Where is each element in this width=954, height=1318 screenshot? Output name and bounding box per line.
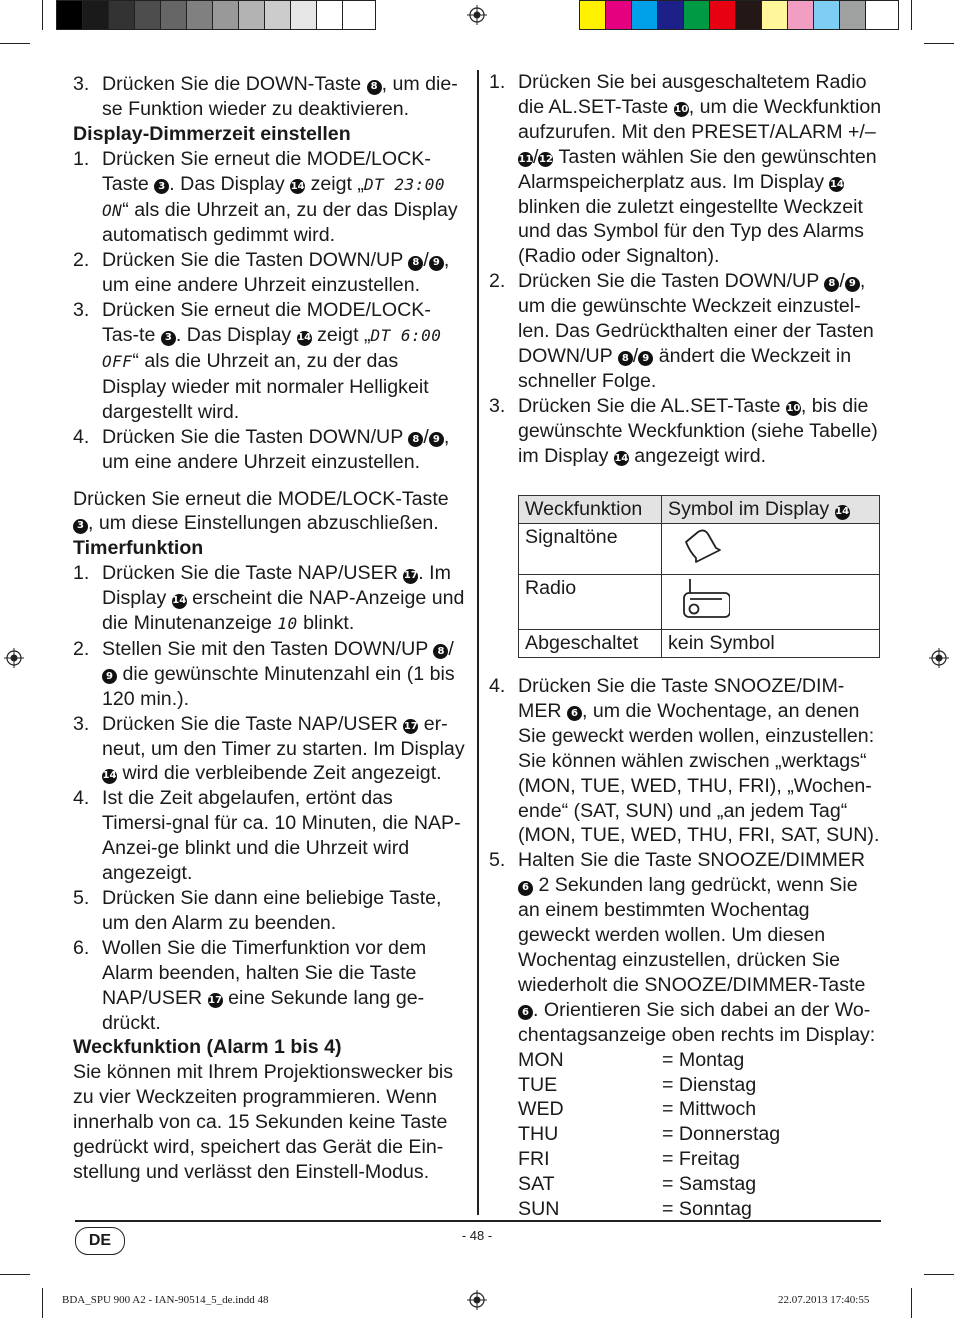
section-heading: Timerfunktion bbox=[73, 537, 204, 560]
weekday-name: = Freitag bbox=[662, 1148, 740, 1171]
weekday-name: = Sonntag bbox=[662, 1198, 752, 1221]
list-item: 1. Drücken Sie die Taste NAP/USER 17. Im Display 14 erscheint die NAP-Anzeige und die Minutenanzeige 10 blinkt. bbox=[73, 562, 465, 635]
list-item: 3. Drücken Sie die AL.SET-Taste 10, bis die gewünschte Weckfunktion (siehe Tabelle) im Display 14 angezeigt wird. bbox=[489, 394, 878, 467]
weekday-abbr: SAT bbox=[518, 1173, 555, 1196]
callout-number: 6 bbox=[518, 881, 533, 896]
process-color-bar bbox=[579, 0, 899, 30]
weekday-abbr: MON bbox=[518, 1048, 564, 1071]
callout-number: 8 bbox=[408, 432, 423, 447]
list-item: 1. Drücken Sie erneut die MODE/LOCK-Taste 3 . Das Display 14 zeigt „DT 23:00 ON“ als die Uhrzeit an, zu der das Display automatisch gedimmt wird. bbox=[73, 147, 458, 247]
crop-mark bbox=[911, 1288, 912, 1318]
callout-number: 9 bbox=[429, 256, 444, 271]
weekday-name: = Samstag bbox=[662, 1173, 757, 1196]
callout-number: 8 bbox=[367, 80, 382, 95]
callout-number: 8 bbox=[618, 351, 633, 366]
color-swatch bbox=[213, 1, 239, 29]
print-date: 22.07.2013 17:40:55 bbox=[778, 1294, 870, 1306]
table-header-cell: Weckfunktion bbox=[519, 496, 662, 524]
callout-number: 3 bbox=[154, 179, 169, 194]
weekday-name: = Donnerstag bbox=[662, 1123, 781, 1146]
crop-mark bbox=[924, 1274, 954, 1275]
list-item: 4. Drücken Sie die Tasten DOWN/UP 8 / 9 , um eine andere Uhrzeit einzustellen. bbox=[73, 425, 450, 473]
color-swatch bbox=[580, 1, 606, 29]
registration-mark-icon bbox=[467, 1290, 487, 1310]
color-swatch bbox=[632, 1, 658, 29]
table-header-row bbox=[519, 496, 880, 524]
color-swatch bbox=[710, 1, 736, 29]
callout-number: 8 bbox=[433, 644, 448, 659]
callout-number: 17 bbox=[403, 719, 418, 734]
callout-number: 9 bbox=[845, 277, 860, 292]
list-item: 5. Drücken Sie dann eine beliebige Taste, um den Alarm zu beenden. bbox=[73, 887, 442, 934]
color-swatch bbox=[187, 1, 213, 29]
callout-number: 14 bbox=[172, 594, 187, 609]
crop-mark bbox=[0, 1274, 30, 1275]
list-item: 3. Drücken Sie die DOWN-Taste 8 , um die-se Funktion wieder zu deaktivieren. bbox=[73, 73, 458, 120]
bell-icon bbox=[680, 526, 724, 566]
color-swatch bbox=[57, 1, 83, 29]
table-cell: Abgeschaltet bbox=[519, 630, 662, 658]
weekday-abbr: WED bbox=[518, 1098, 564, 1121]
callout-number: 14 bbox=[297, 331, 312, 346]
section-heading: Weckfunktion (Alarm 1 bis 4) bbox=[73, 1036, 342, 1059]
color-swatch bbox=[606, 1, 632, 29]
list-item: 2. Stellen Sie mit den Tasten DOWN/UP 8 /9 die gewünschte Minutenzahl ein (1 bis 120 min.). bbox=[73, 637, 455, 710]
crop-mark bbox=[0, 43, 30, 44]
callout-number: 8 bbox=[824, 277, 839, 292]
table-row bbox=[519, 524, 880, 575]
weekday-abbr: SUN bbox=[518, 1198, 560, 1221]
right-column-continued bbox=[489, 674, 883, 1222]
list-item: 2. Drücken Sie die Tasten DOWN/UP 8 / 9 , um die gewünschte Weckzeit einzustel-len. Das Gedrückthalten einer der Tasten DOWN/UP 8 / 9 ändert die Weckzeit in schneller Folge. bbox=[489, 270, 874, 392]
weekday-name: = Dienstag bbox=[662, 1073, 757, 1096]
table-cell bbox=[662, 575, 880, 630]
crop-mark bbox=[42, 0, 43, 30]
callout-number: 14 bbox=[290, 179, 305, 194]
list-item: 3. Drücken Sie die Taste NAP/USER 17 er-neut, um den Timer zu starten. Im Display 14 wird die verbleibende Zeit angezeigt. bbox=[73, 712, 465, 785]
callout-number: 10 bbox=[786, 401, 801, 416]
callout-number: 14 bbox=[829, 177, 844, 192]
callout-number: 17 bbox=[403, 569, 418, 584]
color-swatch bbox=[265, 1, 291, 29]
table-cell: kein Symbol bbox=[662, 630, 880, 658]
callout-number: 3 bbox=[73, 519, 88, 534]
weekday-name: = Mittwoch bbox=[662, 1098, 757, 1121]
color-swatch bbox=[161, 1, 187, 29]
radio-icon bbox=[676, 577, 730, 621]
weekday-abbr: TUE bbox=[518, 1073, 558, 1096]
table-header-cell: Symbol im Display 14 bbox=[662, 496, 880, 524]
registration-mark-icon bbox=[4, 648, 24, 668]
table-cell: Signaltöne bbox=[519, 524, 662, 575]
paragraph: Drücken Sie erneut die MODE/LOCK-Taste 3 , um diese Einstellungen abzuschließen. bbox=[73, 487, 449, 535]
callout-number: 14 bbox=[835, 505, 850, 520]
color-swatch bbox=[658, 1, 684, 29]
registration-mark-icon bbox=[929, 648, 949, 668]
callout-number: 3 bbox=[161, 331, 176, 346]
list-item: 6. Wollen Sie die Timerfunktion vor dem Alarm beenden, halten Sie die Taste NAP/USER 17 eine Sekunde lang ge-drückt. bbox=[73, 936, 427, 1034]
table-row bbox=[519, 630, 880, 658]
color-swatch bbox=[684, 1, 710, 29]
table-cell: Radio bbox=[519, 575, 662, 630]
lcd-text: DT 6:00 OFF bbox=[102, 326, 442, 371]
grayscale-color-bar bbox=[56, 0, 376, 30]
color-swatch bbox=[317, 1, 343, 29]
language-badge: DE bbox=[75, 1227, 125, 1255]
list-item: 3. Drücken Sie erneut die MODE/LOCK-Tas-te 3 . Das Display 14 zeigt „DT 6:00 OFF“ als die Uhrzeit an, zu der das Display wieder mit normaler Helligkeit dargestellt wird. bbox=[73, 299, 442, 423]
callout-number: 9 bbox=[102, 669, 117, 684]
alarm-function-table bbox=[518, 495, 880, 658]
table-row bbox=[519, 575, 880, 630]
color-swatch bbox=[291, 1, 317, 29]
weekday-abbr: THU bbox=[518, 1123, 559, 1146]
table-cell bbox=[662, 524, 880, 575]
callout-number: 9 bbox=[638, 351, 653, 366]
crop-mark bbox=[911, 0, 912, 30]
callout-number: 10 bbox=[674, 102, 689, 117]
callout-number: 6 bbox=[567, 706, 582, 721]
registration-mark-icon bbox=[467, 5, 487, 25]
callout-number: 14 bbox=[102, 769, 117, 784]
list-item: 4. Ist die Zeit abgelaufen, ertönt das Timersi-gnal für ca. 10 Minuten, die NAP-Anzei-ge blinkt und die Uhrzeit wird angezeigt. bbox=[73, 787, 461, 885]
callout-number: 9 bbox=[429, 432, 444, 447]
callout-number: 17 bbox=[208, 993, 223, 1008]
callout-number: 6 bbox=[518, 1005, 533, 1020]
callout-number: 12 bbox=[538, 152, 553, 167]
paragraph: Sie können mit Ihrem Projektionswecker bis zu vier Weckzeiten programmieren. Wenn innerhalb von ca. 15 Sekunden keine Taste gedrückt wird, speichert das Gerät die Ein-stellung und verlässt den Einstell-Modus. bbox=[73, 1061, 454, 1183]
color-swatch bbox=[736, 1, 762, 29]
weekday-list bbox=[489, 1048, 883, 1222]
color-swatch bbox=[239, 1, 265, 29]
left-column bbox=[73, 72, 467, 1185]
file-info: BDA_SPU 900 A2 - IAN-90514_5_de.indd 48 bbox=[62, 1294, 269, 1306]
weekday-name: = Montag bbox=[662, 1048, 745, 1071]
color-swatch bbox=[840, 1, 866, 29]
section-heading: Display-Dimmerzeit einstellen bbox=[73, 122, 351, 145]
color-swatch bbox=[762, 1, 788, 29]
column-divider bbox=[477, 70, 479, 1215]
color-swatch bbox=[814, 1, 840, 29]
page-number: - 48 - bbox=[461, 1228, 493, 1243]
color-swatch bbox=[109, 1, 135, 29]
list-item: 2. Drücken Sie die Tasten DOWN/UP 8 / 9 , um eine andere Uhrzeit einzustellen. bbox=[73, 249, 450, 297]
callout-number: 14 bbox=[614, 451, 629, 466]
weekday-abbr: FRI bbox=[518, 1148, 550, 1171]
color-swatch bbox=[83, 1, 109, 29]
color-swatch bbox=[135, 1, 161, 29]
list-item: 4. Drücken Sie die Taste SNOOZE/DIM-MER 6 , um die Wochentage, an denen Sie geweckt werden wollen, einzustellen: Sie können wählen zwischen „werktags“ (MON, TUE, WED, THU, FRI), „Wochen-ende“ (SAT, SUN) und „an jedem Tag“ (MON, TUE, WED, THU, FRI, SAT, SUN). bbox=[489, 675, 880, 847]
callout-number: 11 bbox=[518, 152, 533, 167]
callout-number: 8 bbox=[408, 256, 423, 271]
list-item: 1. Drücken Sie bei ausgeschaltetem Radio die AL.SET-Taste 10, um die Weckfunktion aufzurufen. Mit den PRESET/ALARM +/– 11/12 Tasten wählen Sie den gewünschten Alarmspeicherplatz aus. Im Display 14 blinken die zuletzt eingestellte Weckzeit und das Symbol für den Typ des Alarms (Radio oder Signalton). bbox=[489, 71, 882, 268]
right-column bbox=[489, 70, 883, 469]
crop-mark bbox=[42, 1288, 43, 1318]
lcd-text: 10 bbox=[277, 614, 298, 634]
list-item: 5. Halten Sie die Taste SNOOZE/DIMMER 6 2 Sekunden lang gedrückt, wenn Sie an einem bestimmten Wochentag geweckt werden wollen. Um diesen Wochentag einzustellen, drücken Sie wiederholt die SNOOZE/DIMMER-Taste 6 . Orientieren Sie sich dabei an der Wo-chentagsanzeige oben rechts im Display: bbox=[489, 849, 876, 1046]
crop-mark bbox=[924, 43, 954, 44]
lcd-text: DT 23:00 ON bbox=[102, 174, 446, 220]
color-swatch bbox=[788, 1, 814, 29]
